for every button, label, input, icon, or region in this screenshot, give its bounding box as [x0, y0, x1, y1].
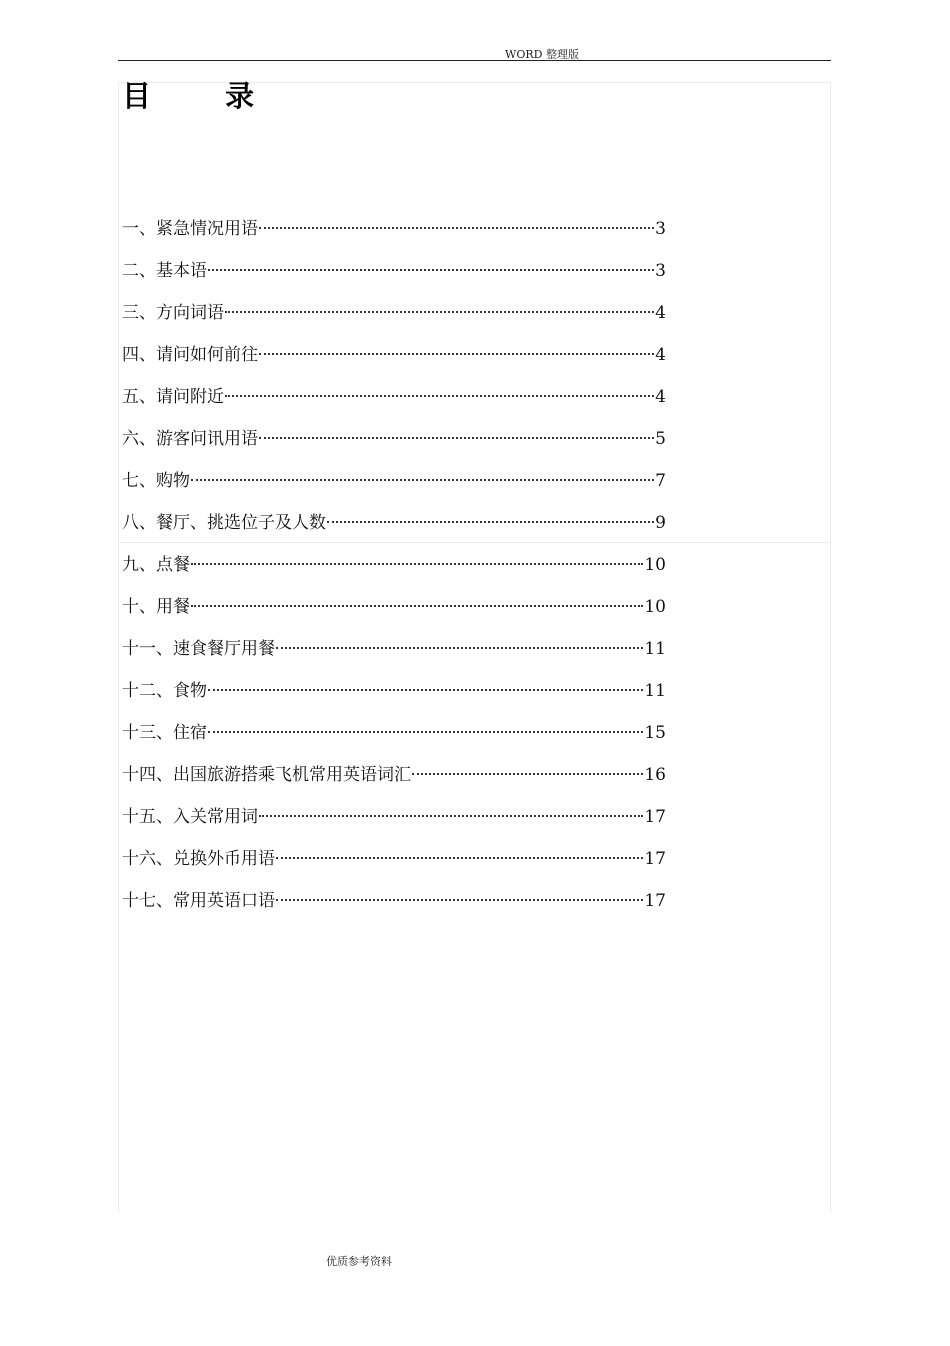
toc-leader	[259, 353, 654, 355]
toc-leader	[191, 563, 643, 565]
toc-entry-page: 4	[655, 387, 666, 407]
toc-leader	[412, 773, 643, 775]
toc-entry-page: 4	[655, 345, 666, 365]
toc-entry-page: 11	[644, 639, 666, 659]
toc-entry[interactable]	[122, 466, 666, 508]
toc-leader	[191, 605, 643, 607]
toc-leader	[208, 269, 654, 271]
toc-entry-label: 六、游客问讯用语	[122, 429, 258, 449]
toc-entry-page: 17	[644, 807, 666, 827]
toc-entry-label: 十四、出国旅游搭乘飞机常用英语词汇	[122, 765, 411, 785]
toc-entry[interactable]	[122, 760, 666, 802]
toc-leader	[276, 899, 643, 901]
toc-entry-label: 七、购物	[122, 471, 190, 491]
toc-entry-page: 17	[644, 849, 666, 869]
toc-entry[interactable]	[122, 886, 666, 928]
toc-entry-page: 11	[644, 681, 666, 701]
toc-entry-page: 10	[644, 555, 666, 575]
toc-entry[interactable]	[122, 340, 666, 382]
toc-leader	[259, 227, 654, 229]
toc-entry-page: 5	[655, 429, 666, 449]
toc-entry[interactable]	[122, 508, 666, 550]
toc-entry-page: 9	[655, 513, 666, 533]
toc-leader	[259, 437, 654, 439]
toc-leader	[327, 521, 654, 523]
toc-leader	[276, 647, 643, 649]
toc-entry-label: 一、紧急情况用语	[122, 219, 258, 239]
toc-entry-label: 五、请问附近	[122, 387, 224, 407]
toc-entry-label: 十六、兑换外币用语	[122, 849, 275, 869]
toc-entry[interactable]	[122, 634, 666, 676]
toc-leader	[225, 311, 654, 313]
toc-entry-page: 10	[644, 597, 666, 617]
toc-entry-label: 十二、食物	[122, 681, 207, 701]
toc-entry-label: 十一、速食餐厅用餐	[122, 639, 275, 659]
toc-entry[interactable]	[122, 802, 666, 844]
toc-entry-page: 17	[644, 891, 666, 911]
frame-right	[830, 82, 831, 1212]
toc-entry-label: 三、方向词语	[122, 303, 224, 323]
toc-entry-page: 7	[655, 471, 666, 491]
toc-entry[interactable]	[122, 550, 666, 592]
toc-entry[interactable]	[122, 718, 666, 760]
toc-entry-page: 16	[644, 765, 666, 785]
toc-leader	[191, 479, 654, 481]
toc-entry-page: 4	[655, 303, 666, 323]
toc-entry-label: 十七、常用英语口语	[122, 891, 275, 911]
table-of-contents	[122, 214, 666, 928]
toc-entry-label: 二、基本语	[122, 261, 207, 281]
toc-entry[interactable]	[122, 214, 666, 256]
page-header: WORD 整理版	[505, 48, 579, 61]
toc-leader	[276, 857, 643, 859]
header-rule	[118, 60, 831, 61]
toc-entry-label: 九、点餐	[122, 555, 190, 575]
toc-entry-label: 十五、入关常用词	[122, 807, 258, 827]
toc-title: 目 录	[122, 79, 287, 113]
toc-leader	[225, 395, 654, 397]
toc-entry[interactable]	[122, 844, 666, 886]
frame-left	[118, 82, 119, 1212]
toc-entry[interactable]	[122, 592, 666, 634]
toc-entry[interactable]	[122, 424, 666, 466]
page-footer: 优质参考资料	[326, 1255, 392, 1268]
toc-entry-label: 十三、住宿	[122, 723, 207, 743]
toc-leader	[259, 815, 643, 817]
toc-entry-label: 四、请问如何前往	[122, 345, 258, 365]
toc-leader	[208, 689, 643, 691]
toc-entry[interactable]	[122, 298, 666, 340]
toc-entry-label: 十、用餐	[122, 597, 190, 617]
toc-leader	[208, 731, 643, 733]
toc-entry-label: 八、餐厅、挑选位子及人数	[122, 513, 326, 533]
toc-entry[interactable]	[122, 256, 666, 298]
toc-entry[interactable]	[122, 382, 666, 424]
toc-entry-page: 3	[655, 219, 666, 239]
toc-entry-page: 3	[655, 261, 666, 281]
toc-entry[interactable]	[122, 676, 666, 718]
toc-entry-page: 15	[644, 723, 666, 743]
